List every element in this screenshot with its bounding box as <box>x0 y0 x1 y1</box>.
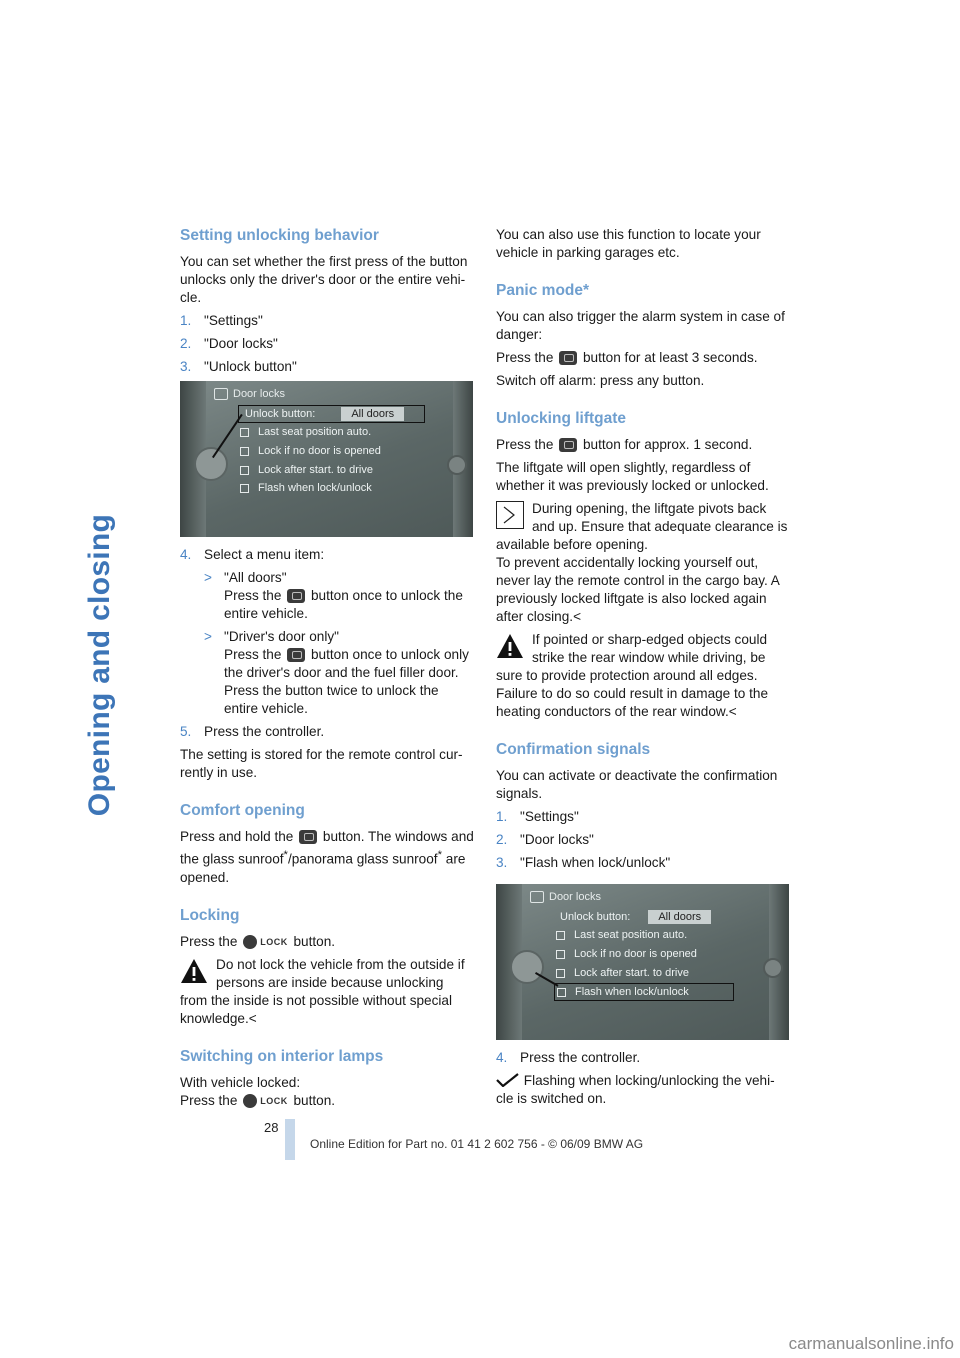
lamps-text: With vehicle locked: Press the LOCK button. <box>180 1074 336 1108</box>
locking-warning: Do not lock the vehicle from the outside if persons are inside because unlocking from the inside is not possible without special knowledge.< <box>180 956 465 1026</box>
panic-off: Switch off alarm: press any button. <box>496 373 705 388</box>
list-item: 4. Select a menu item: <box>180 547 325 562</box>
list-item: 1. "Settings" <box>180 313 263 328</box>
list-item: 5. Press the controller. <box>180 724 325 739</box>
screen-option-highlighted: Flash when lock/unlock <box>554 983 734 1001</box>
controller-knob <box>194 447 228 481</box>
warning-icon <box>180 957 208 985</box>
door-icon <box>530 891 544 903</box>
left-column <box>180 226 476 1110</box>
screen-option: Last seat position auto. <box>556 927 687 943</box>
heading-unlocking-liftgate: Unlocking liftgate <box>496 410 627 427</box>
stored-text: The setting is stored for the remote control cur-rently in use. <box>180 747 463 780</box>
list-item: 3. "Unlock button" <box>180 359 297 374</box>
screen-selected-row: Unlock button: All doors <box>560 909 711 925</box>
unlock-button-icon <box>287 589 305 603</box>
list-item: 2. "Door locks" <box>496 832 594 847</box>
screen-option: Lock after start. to drive <box>556 965 689 981</box>
footer-text: Online Edition for Part no. 01 41 2 602 756 - © 06/09 BMW AG <box>310 1137 644 1151</box>
heading-comfort-opening: Comfort opening <box>180 802 305 819</box>
heading-confirmation-signals: Confirmation signals <box>496 741 651 758</box>
footer-bar <box>285 1119 295 1160</box>
heading-locking: Locking <box>180 906 240 924</box>
comfort-text: Press and hold the button. The windows and the glass sunroof*/panorama glass sunroof* are opened. <box>180 829 474 885</box>
lock-button-icon: LOCK <box>243 933 288 951</box>
liftgate-button-icon <box>559 438 577 452</box>
callout-line <box>212 414 243 458</box>
door-locks-screen-image <box>180 381 473 537</box>
check-text: Flashing when locking/unlocking the vehi-cle is switched on. <box>496 1073 775 1106</box>
controller-knob <box>510 950 544 984</box>
screen-option: Flash when lock/unlock <box>240 480 372 496</box>
unlock-intro: You can set whether the first press of the button unlocks only the driver's door or the entire vehi-cle. <box>180 254 468 305</box>
screen-option: Lock if no door is opened <box>240 443 381 459</box>
screen-title: Door locks <box>549 891 601 903</box>
page-number: 28 <box>264 1120 279 1135</box>
sub-item-all-doors: > "All doors" Press the button once to unlock the entire vehicle. <box>204 570 463 621</box>
note-arrow-icon <box>496 501 524 529</box>
heading-interior-lamps: Switching on interior lamps <box>180 1047 384 1065</box>
sub-item-drivers-door: > "Driver's door only" Press the button once to unlock only the driver's door and the fuel filler door. Press the button twice to unlock the entire vehicle. <box>204 629 469 716</box>
panic-text: You can also trigger the alarm system in case of danger: <box>496 309 785 342</box>
warning-icon <box>496 632 524 660</box>
watermark: carmanualsonline.info <box>788 1334 954 1353</box>
locate-text: You can also use this function to locate your vehicle in parking garages etc. <box>496 227 761 260</box>
checkmark-icon <box>496 1073 520 1087</box>
liftgate-note: During opening, the liftgate pivots back and up. Ensure that adequate clearance is available before opening. To prevent accidentally locking yourself out, never lay the remote control in the cargo bay. A previously locked liftgate is also locked again after closing.< <box>496 501 788 624</box>
door-icon <box>214 388 228 400</box>
liftgate-warning: If pointed or sharp-edged objects could strike the rear window while driving, be sure to provide protection around all edges. Failure to do so could result in damage to the heating conductors of the rear window.< <box>496 632 769 719</box>
list-item: 1. "Settings" <box>496 809 579 824</box>
panic-button-icon <box>559 351 577 365</box>
right-column <box>496 226 792 1108</box>
liftgate-press: Press the button for approx. 1 second. <box>496 437 753 452</box>
list-item: 2. "Door locks" <box>180 336 278 351</box>
locking-text: Press the LOCK button. <box>180 933 336 949</box>
confirm-text: You can activate or deactivate the confirmation signals. <box>496 768 778 801</box>
lock-button-icon: LOCK <box>243 1092 288 1110</box>
list-item: 3. "Flash when lock/unlock" <box>496 855 671 870</box>
door-locks-screen-image <box>496 884 789 1040</box>
screen-option: Lock after start. to drive <box>240 462 373 478</box>
unlock-button-icon <box>299 830 317 844</box>
screen-selected-row: Unlock button: All doors <box>238 405 425 423</box>
heading-setting-unlocking: Setting unlocking behavior <box>180 227 379 244</box>
heading-panic-mode: Panic mode* <box>496 282 590 299</box>
liftgate-text: The liftgate will open slightly, regardless of whether it was previously locked or unlocked. <box>496 460 769 493</box>
screen-title: Door locks <box>233 388 285 400</box>
screen-option: Last seat position auto. <box>240 424 371 440</box>
panic-press: Press the button for at least 3 seconds. <box>496 350 758 365</box>
unlock-button-icon <box>287 648 305 662</box>
screen-option: Lock if no door is opened <box>556 946 697 962</box>
list-item: 4. Press the controller. <box>496 1050 641 1065</box>
